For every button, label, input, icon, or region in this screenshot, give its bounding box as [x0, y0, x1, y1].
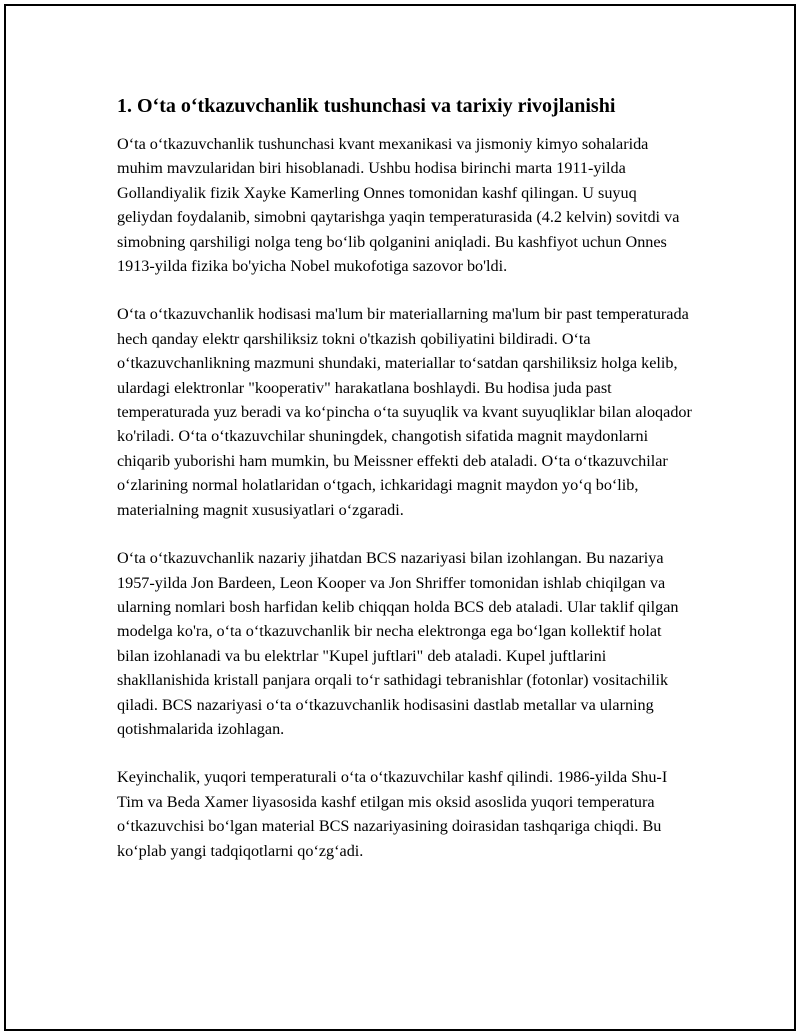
section-heading: 1. O‘ta o‘tkazuvchanlik tushunchasi va tarixiy rivojlanishi	[117, 95, 616, 117]
paragraph-history: O‘ta o‘tkazuvchanlik tushunchasi kvant mexanikasi va jismoniy kimyo sohalarida muhim mavzularidan biri hisoblanadi. Ushbu hodisa birinchi marta 1911-yilda Gollandiyalik fizik Xayke Kamerling Onnes tomonidan kashf qilingan. U suyuq geliydan foydalanib, simobni qaytarishga yaqin temperaturasida (4.2 kelvin) sovitdi va simobning qarshiligi nolga teng bo‘lib qolganini aniqladi. Bu kashfiyot uchun Onnes 1913-yilda fizika bo'yicha Nobel mukofotiga sazovor bo'ldi.	[117, 135, 680, 276]
paragraph-phenomenon: O‘ta o‘tkazuvchanlik hodisasi ma'lum bir materiallarning ma'lum bir past temperaturada hech qanday elektr qarshiliksiz tokni o'tkazish qobiliyatini bildiradi. O‘ta o‘tkazuvchanlikning mazmuni shundaki, materiallar to‘satdan qarshiliksiz holga kelib, ulardagi elektronlar "kooperativ" harakatlana boshlaydi. Bu hodisa juda past temperaturada yuz beradi va ko‘pincha o‘ta suyuqlik va kvant suyuqliklar bilan aloqador ko'riladi. O‘ta o‘tkazuvchilar shuningdek, changotish sifatida magnit maydonlarni chiqarib yuborishi ham mumkin, bu Meissner effekti deb ataladi. O‘ta o‘tkazuvchilar o‘zlarining normal holatlaridan o‘tgach, ichkaridagi magnit maydon yo‘q bo‘lib, materialning magnit xususiyatlari o‘zgaradi.	[117, 305, 692, 519]
document-body	[117, 92, 692, 887]
paragraph-high-temperature: Keyinchalik, yuqori temperaturali o‘ta o‘tkazuvchilar kashf qilindi. 1986-yilda Shu-I Tim va Beda Xamer liyasosida kashf etilgan mis oksid asoslida yuqori temperatura o‘tkazuvchisi bo‘lgan material BCS nazariyasining doirasidan tashqariga chiqdi. Bu ko‘plab yangi tadqiqotlarni qo‘zg‘adi.	[117, 768, 668, 860]
paragraph-bcs-theory: O‘ta o‘tkazuvchanlik nazariy jihatdan BCS nazariyasi bilan izohlangan. Bu nazariya 1957-yilda Jon Bardeen, Leon Kooper va Jon Shriffer tomonidan ishlab chiqilgan va ularning nomlari bosh harfidan kelib chiqqan holda BCS deb ataladi. Ular taklif qilgan modelga ko'ra, o‘ta o‘tkazuvchanlik bir necha elektronga ega bo‘lgan kollektif holat bilan izohlanadi va bu elektrlar "Kupel juftlari" deb ataladi. Kupel juftlarini shakllanishida kristall panjara orqali to‘r sathidagi tebranishlar (fotonlar) vositachilik qiladi. BCS nazariyasi o‘ta o‘tkazuvchanlik hodisasini dastlab metallar va ularning qotishmalarida izohlagan.	[117, 549, 679, 738]
